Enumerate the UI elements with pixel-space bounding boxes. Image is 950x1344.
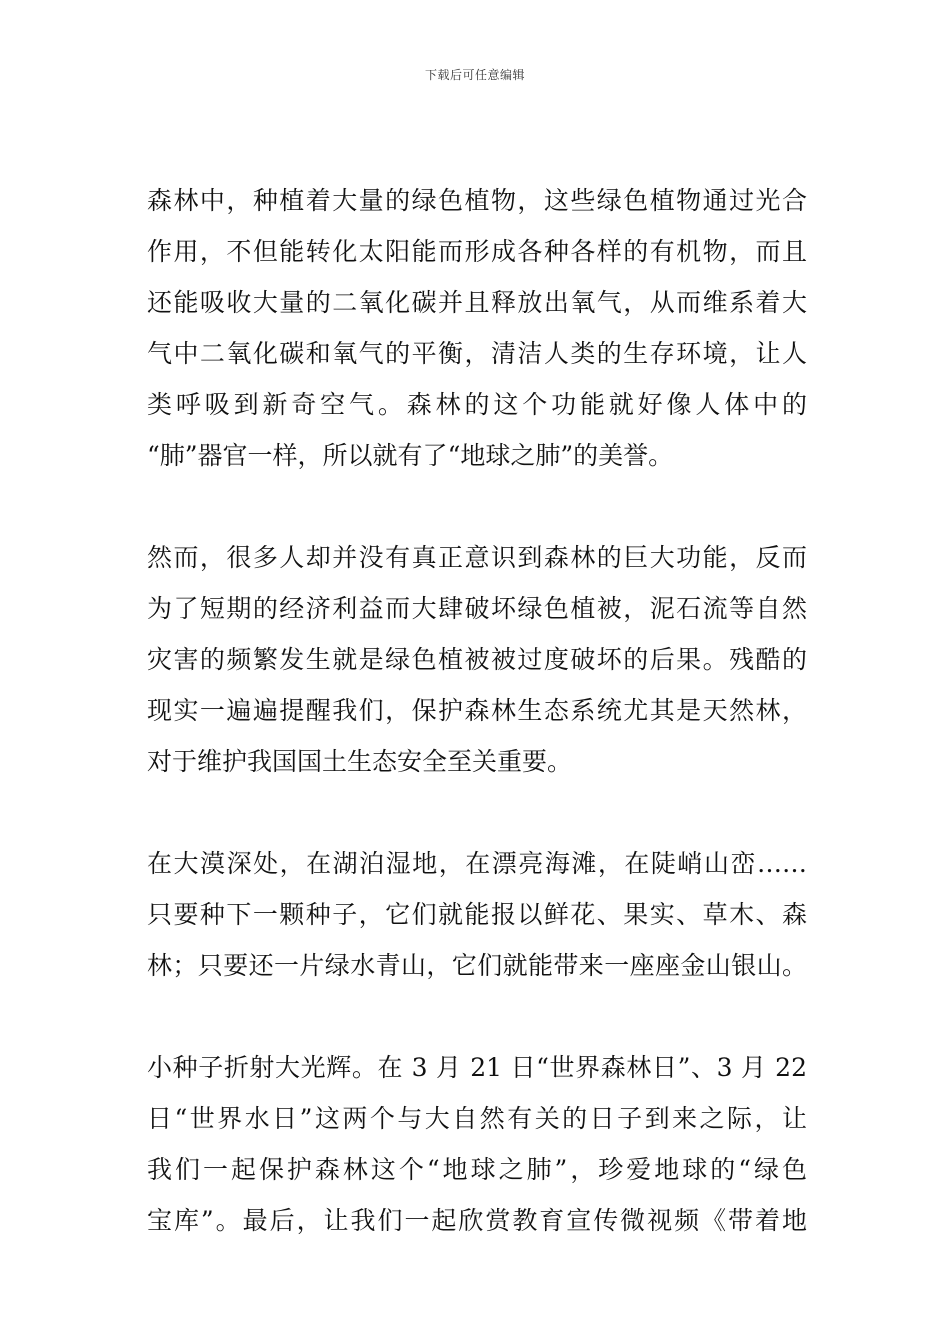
text-line: 对于维护我国国土生态安全至关重要。 — [147, 747, 573, 776]
page-header: 下载后可任意编辑 — [424, 68, 525, 82]
text-line: 森林中，种植着大量的绿色植物，这些绿色植物通过光合 — [147, 186, 807, 215]
paragraph-4 — [147, 1042, 807, 1246]
document-body — [147, 175, 807, 1297]
text-line: 类呼吸到新奇空气。森林的这个功能就好像人体中的 — [147, 390, 807, 419]
text-line: 宝库”。最后，让我们一起欣赏教育宣传微视频《带着地 — [147, 1206, 807, 1235]
paragraph-1 — [147, 175, 807, 481]
text-line: 只要种下一颗种子，它们就能报以鲜花、果实、草木、森 — [147, 900, 807, 929]
text-line: 为了短期的经济利益而大肆破坏绿色植被，泥石流等自然 — [147, 594, 807, 623]
text-line: 然而，很多人却并没有真正意识到森林的巨大功能，反而 — [147, 543, 807, 572]
paragraph-3 — [147, 838, 807, 991]
text-line: 作用，不但能转化太阳能而形成各种各样的有机物，而且 — [147, 237, 807, 266]
text-line: “肺”器官一样，所以就有了“地球之肺”的美誉。 — [147, 441, 674, 470]
text-line: 日“世界水日”这两个与大自然有关的日子到来之际，让 — [147, 1104, 807, 1133]
text-line: 小种子折射大光辉。在 3 月 21 日“世界森林日”、3 月 22 — [147, 1053, 807, 1082]
text-line: 现实一遍遍提醒我们，保护森林生态系统尤其是天然林， — [147, 696, 807, 725]
text-line: 还能吸收大量的二氧化碳并且释放出氧气，从而维系着大 — [147, 288, 807, 317]
text-line: 林；只要还一片绿水青山，它们就能带来一座座金山银山。 — [147, 951, 807, 980]
text-line: 灾害的频繁发生就是绿色植被被过度破坏的后果。残酷的 — [147, 645, 807, 674]
text-line: 气中二氧化碳和氧气的平衡，清洁人类的生存环境，让人 — [147, 339, 807, 368]
text-line: 在大漠深处，在湖泊湿地，在漂亮海滩，在陡峭山峦…… — [147, 849, 807, 878]
text-line: 我们一起保护森林这个“地球之肺”，珍爱地球的“绿色 — [147, 1155, 807, 1184]
paragraph-2 — [147, 532, 807, 787]
